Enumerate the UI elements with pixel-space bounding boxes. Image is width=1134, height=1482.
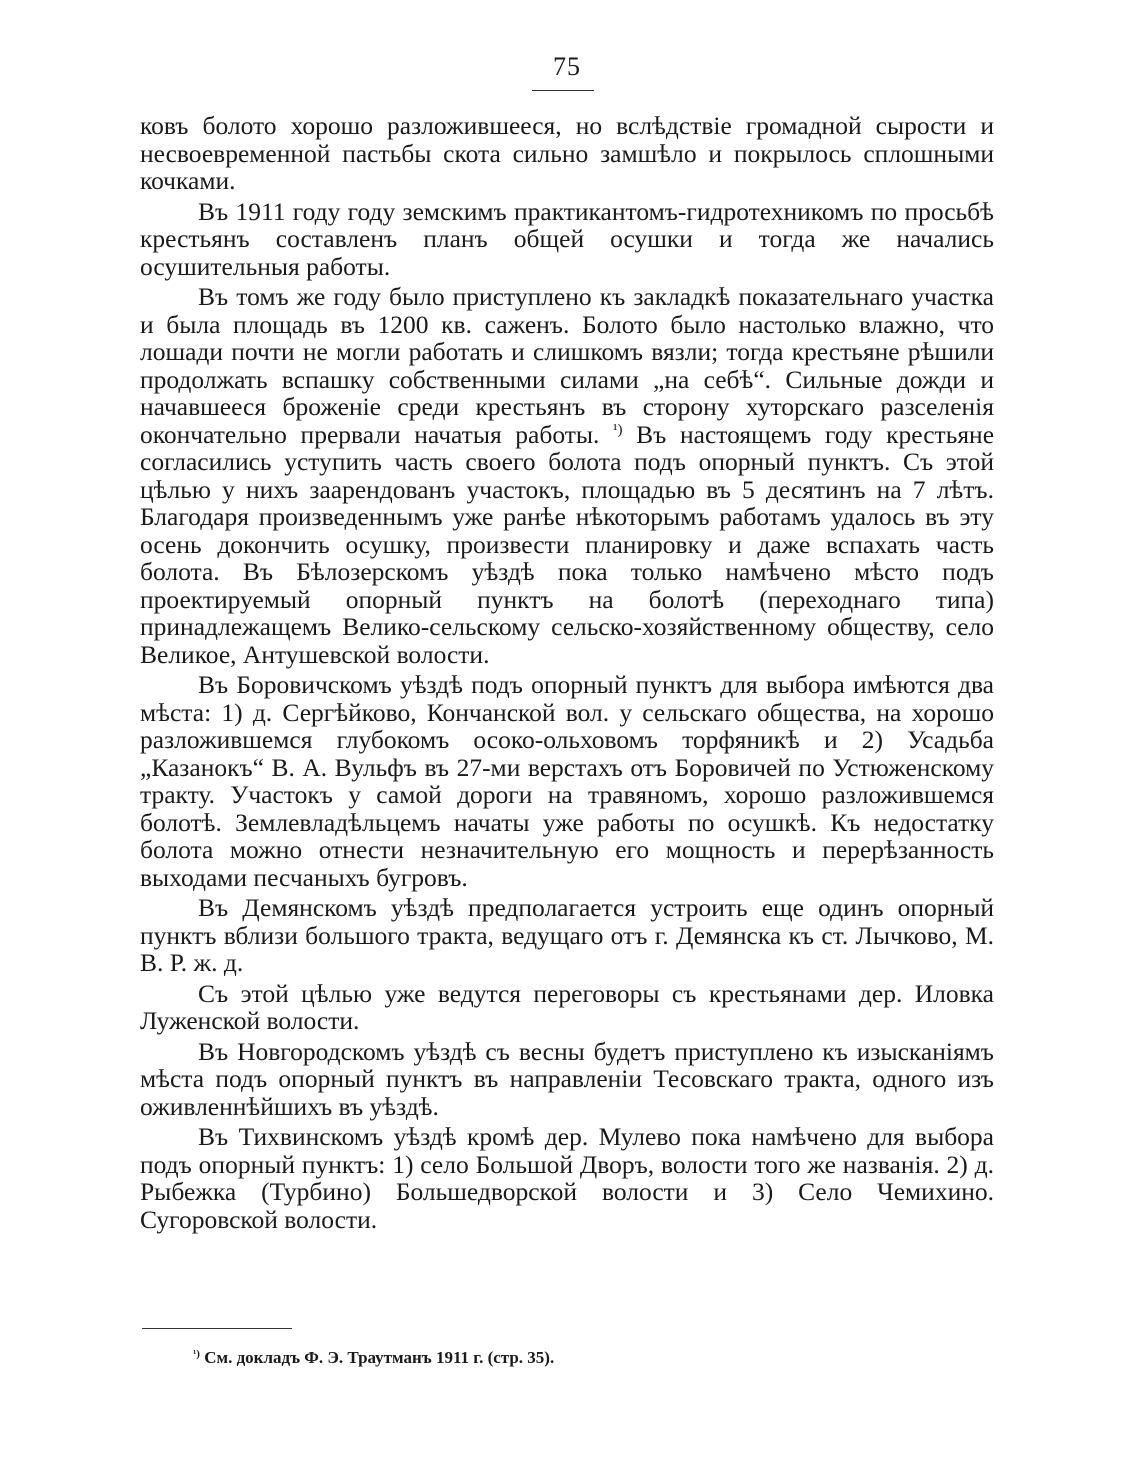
footnote-reference-mark: ¹) xyxy=(613,421,623,438)
paragraph-5: Въ Демянскомъ уѣздѣ предполагается устроить еще одинъ опорный пунктъ вблизи большого тракта, ведущаго отъ г. Демянска къ ст. Лычково, М. В. Р. ж. д. xyxy=(140,893,994,977)
footnote-rule xyxy=(142,1328,292,1329)
page-number: 75 xyxy=(553,52,581,81)
paragraph-1: ковъ болото хорошо разложившееся, но вслѣдствіе громадной сырости и несвоевременной пастьбы скота сильно замшѣло и покрылось сплошными кочками. xyxy=(140,111,994,195)
footnote-mark: ¹) xyxy=(193,1348,200,1360)
page-number-rule xyxy=(532,90,594,91)
footnote-text: См. докладъ Ф. Э. Траутманъ 1911 г. (стр. 35). xyxy=(204,1348,555,1367)
paragraph-7: Въ Новгородскомъ уѣздѣ съ весны будетъ приступлено къ изысканіямъ мѣста подъ опорный пунктъ въ направленіи Тесовскаго тракта, одного изъ оживленнѣйшихъ въ уѣздѣ. xyxy=(140,1036,994,1121)
paragraph-3-part-2: Въ настоящемъ году крестьяне согласились уступить часть своего болота подъ опорный пунктъ. Съ этой цѣлью у нихъ заарендованъ участокъ, площадью въ 5 десятинъ на 7 лѣтъ. Благодаря произведеннымъ уже ранѣе нѣкоторымъ работамъ удалось въ эту осень докончить осушку, произвести планировку и даже вспахать часть болота. Въ Бѣлозерскомъ уѣздѣ пока только намѣчено мѣсто подъ проектируемый опорный пунктъ на болотѣ (переходнаго типа) принадлежащемъ Велико-сельскому сельско-хозяйственному обществу, село Великое, Антушевской волости. xyxy=(140,419,995,669)
footnote xyxy=(193,1347,554,1369)
paragraph-2: Въ 1911 году году земскимъ практикантомъ-гидротехникомъ по просьбѣ крестьянъ составленъ планъ общей осушки и тогда же начались осушительныя работы. xyxy=(140,196,994,281)
body-text xyxy=(140,112,994,1233)
paragraph-8: Въ Тихвинскомъ уѣздѣ кромѣ дер. Мулево пока намѣчено для выбора подъ опорный пунктъ: 1) село Большой Дворъ, волости того же названія. 2) д. Рыбежка (Турбино) Большедворской волости и 3) Село Чемихино. Сугоровской волости. xyxy=(140,1122,994,1234)
paragraph-6: Съ этой цѣлью уже ведутся переговоры съ крестьянами дер. Иловка Луженской волости. xyxy=(140,978,994,1035)
paragraph-3 xyxy=(140,283,994,668)
paragraph-3-part-1: Въ томъ же году было приступлено къ закладкѣ показательнаго участка и была площадь въ 1200 кв. саженъ. Болото было настолько влажно, что лошади почти не могли работать и слишкомъ вязли; тогда крестьяне рѣшили продолжать вспашку собственными силами „на себѣ“. Сильные дожди и начавшееся броженіе среди крестьянъ въ сторону хуторскаго разселенія окончательно прервали начатыя работы. xyxy=(140,282,994,449)
paragraph-4: Въ Боровичскомъ уѣздѣ подъ опорный пунктъ для выбора имѣются два мѣста: 1) д. Сергѣйково, Кончанской вол. у сельскаго общества, на хорошо разложившемся глубокомъ осоко-ольховомъ торфяникѣ и 2) Усадьба „Казанокъ“ В. А. Вульфъ въ 27-ми верстахъ отъ Боровичей по Устюженскому тракту. Участокъ у самой дороги на травяномъ, хорошо разложившемся болотѣ. Землевладѣльцемъ начаты уже работы по осушкѣ. Къ недостатку болота можно отнести незначительную его мощность и перерѣзанность выходами песчаныхъ бугровъ. xyxy=(140,670,994,892)
